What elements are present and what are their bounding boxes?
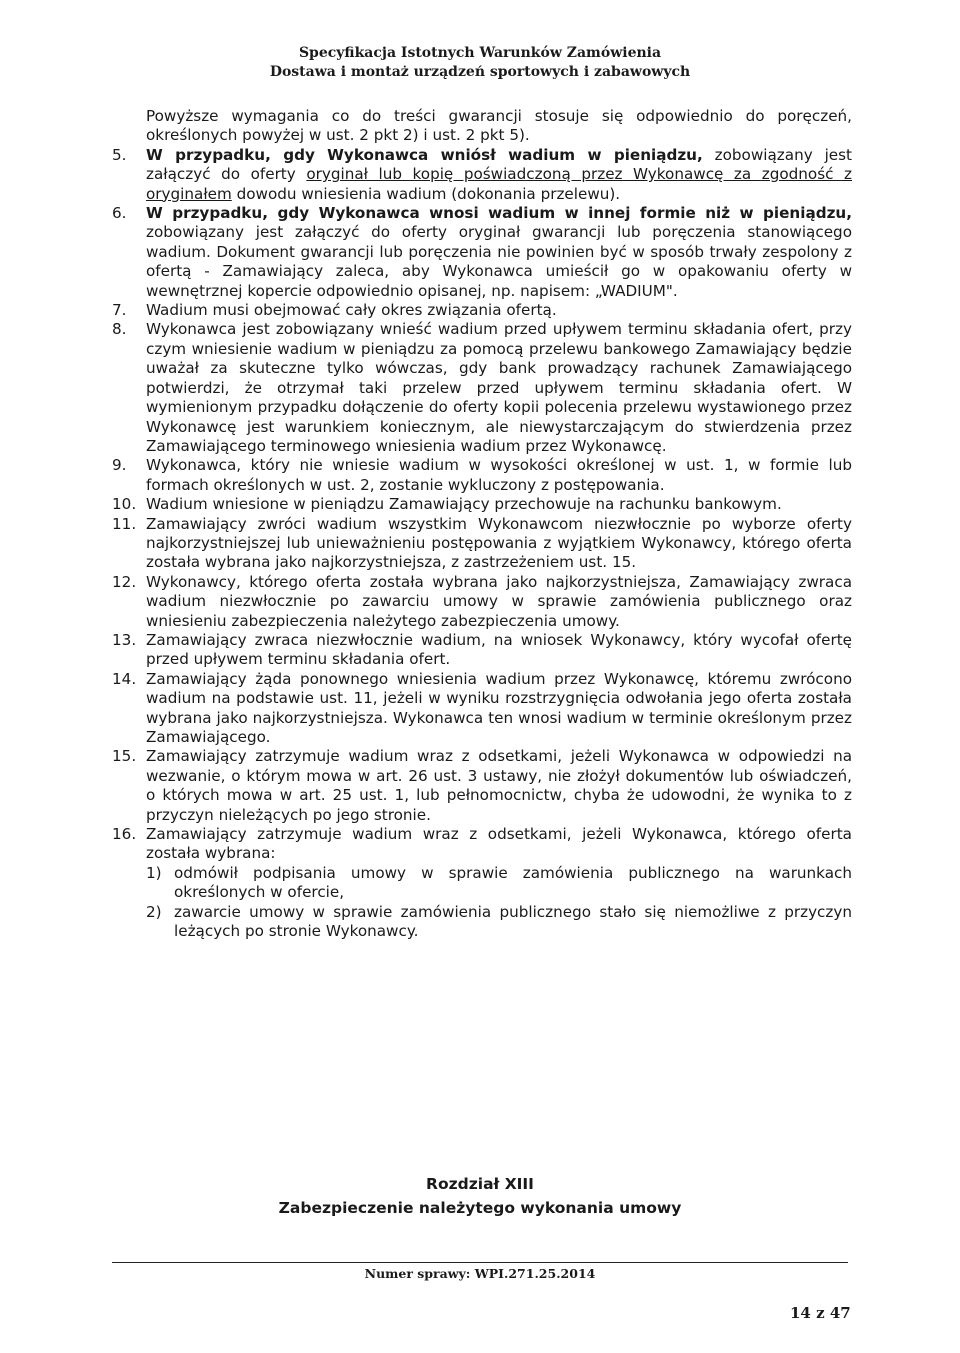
item-text: zobowiązany jest załączyć do oferty xyxy=(146,145,853,184)
item-text: Zamawiający zwraca niezwłocznie wadium, na wniosek Wykonawcy, który wycofał ofertę przed upływem terminu składania ofert. xyxy=(146,630,852,669)
item-bold-lead: W przypadku, gdy Wykonawca wnosi wadium w innej formie niż w pieniądzu, xyxy=(146,204,852,223)
item-text: Zamawiający zwróci wadium wszystkim Wykonawcom niezwłocznie po wyborze oferty najkorzystniejszej lub unieważnieniu postępowania z wyjątkiem Wykonawcy, którego oferta została wybrana jako najkorzystniejsza, z zastrzeżeniem ust. 15. xyxy=(146,514,852,572)
item-text: Zamawiający zatrzymuje wadium wraz z odsetkami, jeżeli Wykonawca, którego oferta została wybrana: xyxy=(146,825,852,863)
list-item-14 xyxy=(112,669,852,748)
sub-item-2 xyxy=(146,903,852,942)
list-item-8 xyxy=(112,320,852,456)
item-text: Wadium musi obejmować cały okres związania ofertą. xyxy=(146,301,557,320)
list-item-11 xyxy=(112,514,852,573)
list-item-13 xyxy=(112,630,852,670)
item-text: Zamawiający żąda ponownego wniesienia wadium przez Wykonawcę, któremu zwrócono wadium na podstawie ust. 11, jeżeli w wyniku rozstrzygnięcia odwołania jego oferta została wybrana jako najkorzystniejsza. Wykonawca ten wnosi wadium w terminie określonym przez Zamawiającego. xyxy=(146,669,852,746)
item-number: 10. xyxy=(112,495,137,514)
list-item-5 xyxy=(112,145,853,204)
page-number: 14 z 47 xyxy=(790,1304,851,1322)
list-item-7 xyxy=(112,301,852,320)
item-bold-lead: W przypadku, gdy Wykonawca wniósł wadium w pieniądzu, xyxy=(146,145,703,164)
list-item-6 xyxy=(112,204,852,301)
item-number: 14. xyxy=(112,669,137,688)
intro-paragraph: Powyższe wymagania co do treści gwarancji stosuje się odpowiednio do poręczeń, określonych powyżej w ust. 2 pkt 2) i ust. 2 pkt 5). xyxy=(146,107,852,145)
item-number: 12. xyxy=(112,572,137,591)
item-text: zobowiązany jest załączyć do oferty oryginał gwarancji lub poręczenia stanowiącego wadium. Dokument gwarancji lub poręczenia nie powinien być w sposób trwały zespolony z ofertą - Zamawiający zaleca, aby Wykonawca umieścił go w opakowaniu oferty w wewnętrznej kopercie odpowiednio opisanej, np. napisem: „WADIUM". xyxy=(146,223,852,300)
item-number: 6. xyxy=(112,204,127,223)
chapter-number: Rozdział XIII xyxy=(426,1175,534,1193)
item-text: Wykonawca jest zobowiązany wnieść wadium przed upływem terminu składania ofert, przy czym wniesienie wadium w pieniądzu za pomocą przelewu bankowego Zamawiający będzie uważał za skuteczne tylko wówczas, gdy bank prowadzący rachunek Zamawiającego potwierdzi, że otrzymał taki przelew przed upływem terminu składania ofert. W wymienionym przypadku dołączenie do oferty kopii polecenia przelewu wystawionego przez Wykonawcę jest warunkiem koniecznym, ale niewystarczającym do stwierdzenia przez Zamawiającego terminowego wniesienia wadium przez Wykonawcę. xyxy=(146,320,852,455)
footer-case-number: Numer sprawy: WPI.271.25.2014 xyxy=(364,1266,596,1281)
sub-item-text: odmówił podpisania umowy w sprawie zamówienia publicznego na warunkach określonych w ofercie, xyxy=(174,863,852,902)
list-item-15 xyxy=(112,747,852,825)
sub-item-number: 2) xyxy=(146,902,162,921)
item-underlined-text: oryginał lub kopię poświadczoną przez Wykonawcę za zgodność z oryginałem xyxy=(146,165,852,203)
item-number: 15. xyxy=(112,747,137,766)
sub-item-text: zawarcie umowy w sprawie zamówienia publicznego stało się niemożliwe z przyczyn leżących po stronie Wykonawcy. xyxy=(174,902,852,941)
item-number: 8. xyxy=(112,320,127,339)
list-item-9 xyxy=(112,456,852,495)
item-number: 16. xyxy=(112,825,137,844)
footer-divider xyxy=(112,1262,848,1263)
item-number: 13. xyxy=(112,630,137,649)
chapter-title: Zabezpieczenie należytego wykonania umowy xyxy=(278,1199,682,1217)
list-item-16 xyxy=(112,825,852,941)
document-header xyxy=(0,44,960,82)
sub-item-1 xyxy=(146,864,852,903)
header-title: Specyfikacja Istotnych Warunków Zamówienia xyxy=(298,45,662,61)
item-text: Wykonawca, który nie wniesie wadium w wysokości określonej w ust. 1, w formie lub formach określonych w ust. 2, zostanie wykluczony z postępowania. xyxy=(146,456,852,494)
item-number: 7. xyxy=(112,301,127,320)
header-subtitle: Dostawa i montaż urządzeń sportowych i zabawowych xyxy=(269,64,691,80)
item-text: Zamawiający zatrzymuje wadium wraz z odsetkami, jeżeli Wykonawca w odpowiedzi na wezwanie, o którym mowa w art. 26 ust. 3 ustawy, nie złożył dokumentów lub oświadczeń, o których mowa w art. 25 ust. 1, lub pełnomocnictw, chyba że udowodni, że wynika to z przyczyn nieleżących po jego stronie. xyxy=(146,747,852,824)
item-number: 5. xyxy=(112,145,127,164)
item-number: 9. xyxy=(112,456,127,475)
item-text: Wadium wniesione w pieniądzu Zamawiający przechowuje na rachunku bankowym. xyxy=(146,495,782,514)
document-body xyxy=(112,107,852,941)
chapter-heading xyxy=(0,1172,960,1220)
item-text: dowodu wniesienia wadium (dokonania przelewu). xyxy=(236,184,621,203)
list-item-10 xyxy=(112,495,852,514)
list-item-12 xyxy=(112,572,852,631)
item-number: 11. xyxy=(112,514,137,533)
sub-item-number: 1) xyxy=(146,863,162,882)
item-text: Wykonawcy, którego oferta została wybrana jako najkorzystniejsza, Zamawiający zwraca wadium niezwłocznie po zawarciu umowy w sprawie zamówienia publicznego oraz wniesieniu zabezpieczenia należytego zabezpieczenia umowy. xyxy=(146,572,852,630)
